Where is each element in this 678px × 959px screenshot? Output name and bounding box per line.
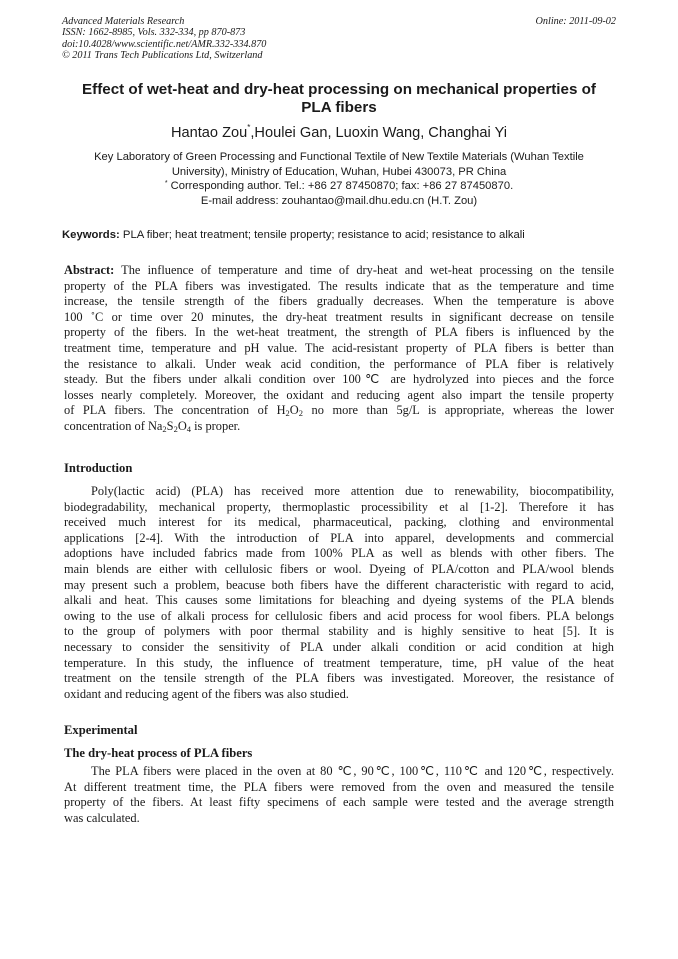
journal-issn: ISSN: 1662-8985, Vols. 332-334, pp 870-873	[62, 27, 246, 39]
paper-title	[62, 81, 616, 117]
abstract-line: property of the fibers. In the wet-heat treatment, the strength of PLA fibers is influenced by the	[64, 325, 614, 340]
abstract-line: Abstract: The influence of temperature and time of dry-heat and wet-heat processing on the tensile	[64, 263, 614, 277]
abstract-line: concentration of $Na_2S_2O_4$ is proper.	[64, 418, 241, 434]
affiliation-line-1: Key Laboratory of Green Processing and Functional Textile of New Textile Materials (Wuhan Textile	[94, 151, 584, 163]
author-rest: ,Houlei Gan, Luoxin Wang, Changhai Yi	[250, 125, 508, 141]
introduction-line: biodegradability, mechanical property, thermoplastic processibility et al [1-2]. Therefore it has	[64, 499, 614, 514]
corresponding-mark: *	[247, 123, 251, 132]
journal-doi: doi:10.4028/www.scientific.net/AMR.332-334.870	[62, 38, 267, 50]
online-date: Online: 2011-09-02	[535, 16, 616, 27]
introduction-line: main blends are either with cellulosic fibers or wool. Dyeing of PLA/cotton and PLA/wool blends	[64, 561, 614, 576]
keywords-text: PLA fiber; heat treatment; tensile property; resistance to acid; resistance to alkali	[119, 229, 525, 241]
abstract-line: of PLA fibers. The concentration of $H_2O_2$ no more than 5g/L is appropriate, whereas the lower	[64, 403, 614, 419]
journal-copyright: © 2011 Trans Tech Publications Ltd, Switzerland	[62, 50, 263, 62]
introduction-line: applications [2-4]. With the introduction of PLA into apparel, developments and commercial	[64, 530, 614, 545]
keywords	[62, 228, 616, 242]
corresponding-star: *	[164, 180, 168, 188]
abstract	[64, 263, 614, 435]
abstract-line: steady. But the fibers under alkali condition over 100℃ are hydrolyzed into pieces and the force	[64, 372, 614, 387]
abstract-label: Abstract:	[64, 263, 115, 277]
keywords-label: Keywords:	[62, 229, 120, 241]
experimental-line: At different treatment time, the PLA fibers were removed from the oven and measured the tensile	[64, 779, 614, 794]
abstract-line: increase, the tensile strength of the fibers gradually decreases. When the temperature is above	[64, 294, 614, 309]
introduction-line: alkali and heat. This causes some limitations for bleaching and dyeing systems of the PLA blends	[64, 593, 614, 608]
journal-header	[62, 16, 616, 62]
introduction-line: to the group of polymers with poor thermal stability and is highly sensitive to heat [5]. It is	[64, 624, 614, 639]
abstract-line: treatment time, temperature and pH value. The acid-resistant property of PLA fibers is better than	[64, 340, 614, 355]
author-list	[62, 124, 616, 142]
experimental-heading: Experimental	[64, 723, 138, 737]
introduction-heading: Introduction	[64, 461, 133, 475]
abstract-line: losses nearly completely. Moreover, the oxidant and reducing agent also impart the tensile property	[64, 387, 614, 402]
introduction-line: necessary to consider the sensitivity of PLA under alkali condition or acid condition at high	[64, 639, 614, 654]
introduction-body	[64, 484, 614, 702]
introduction-line: received much interest for its medical, pharmaceutical, packing, clothing and environmental	[64, 515, 614, 530]
introduction-line: adoptions have included fabrics made from 100% PLA as well as blends with other fibers. The	[64, 546, 614, 561]
introduction-line: owing to the use of alkali process for cellulosic fibers and acid process for wool fibers. PLA belongs	[64, 608, 614, 623]
introduction-line: Poly(lactic acid) (PLA) has received more attention due to renewability, biocompatibility,	[91, 484, 614, 498]
experimental-line: was calculated.	[64, 810, 140, 825]
abstract-line: property of the PLA fibers was investigated. The results indicate that as the temperature and time	[64, 278, 614, 293]
affiliation	[62, 150, 616, 208]
experimental-body	[64, 764, 614, 826]
introduction-line: may present such a problem, beacuse both fibers have the different characteristic with regard to acid,	[64, 577, 614, 592]
dry-heat-subheading: The dry-heat process of PLA fibers	[64, 746, 253, 760]
journal-name: Advanced Materials Research	[62, 16, 185, 27]
introduction-line: oxidant and reducing agent of the fibers was also studied.	[64, 686, 349, 701]
corresponding-contact: Corresponding author. Tel.: +86 27 87450870; fax: +86 27 87450870.	[167, 180, 514, 193]
author-first: Hantao Zou	[170, 125, 248, 141]
abstract-line: the resistance to alkali. Under weak acid condition, the performance of PLA fiber is relatively	[64, 356, 614, 371]
title-line-2: PLA fibers	[301, 99, 377, 116]
corresponding-author-line	[62, 179, 616, 194]
email-line: E-mail address: zouhantao@mail.dhu.edu.cn (H.T. Zou)	[200, 194, 478, 207]
introduction-line: temperature. In this study, the influence of treatment temperature, time, pH value of the heat	[64, 655, 614, 670]
experimental-line: property of the fibers. At least fifty specimens of each sample were tested and the average strength	[64, 795, 614, 810]
abstract-line: 100 ˚C or time over 20 minutes, the dry-heat treatment results in significant decrease on tensile	[64, 309, 614, 324]
affiliation-line-2: University), Ministry of Education, Wuhan, Hubei 430073, PR China	[171, 165, 507, 178]
title-line-1: Effect of wet-heat and dry-heat processing on mechanical properties of	[82, 81, 596, 98]
experimental-line: The PLA fibers were placed in the oven at 80 ℃, 90℃, 100℃, 110℃ and 120℃, respectively.	[91, 764, 614, 778]
introduction-line: treatment on the tensile strength of the PLA fibers was investigated. Moreover, the resistance of	[64, 671, 614, 686]
